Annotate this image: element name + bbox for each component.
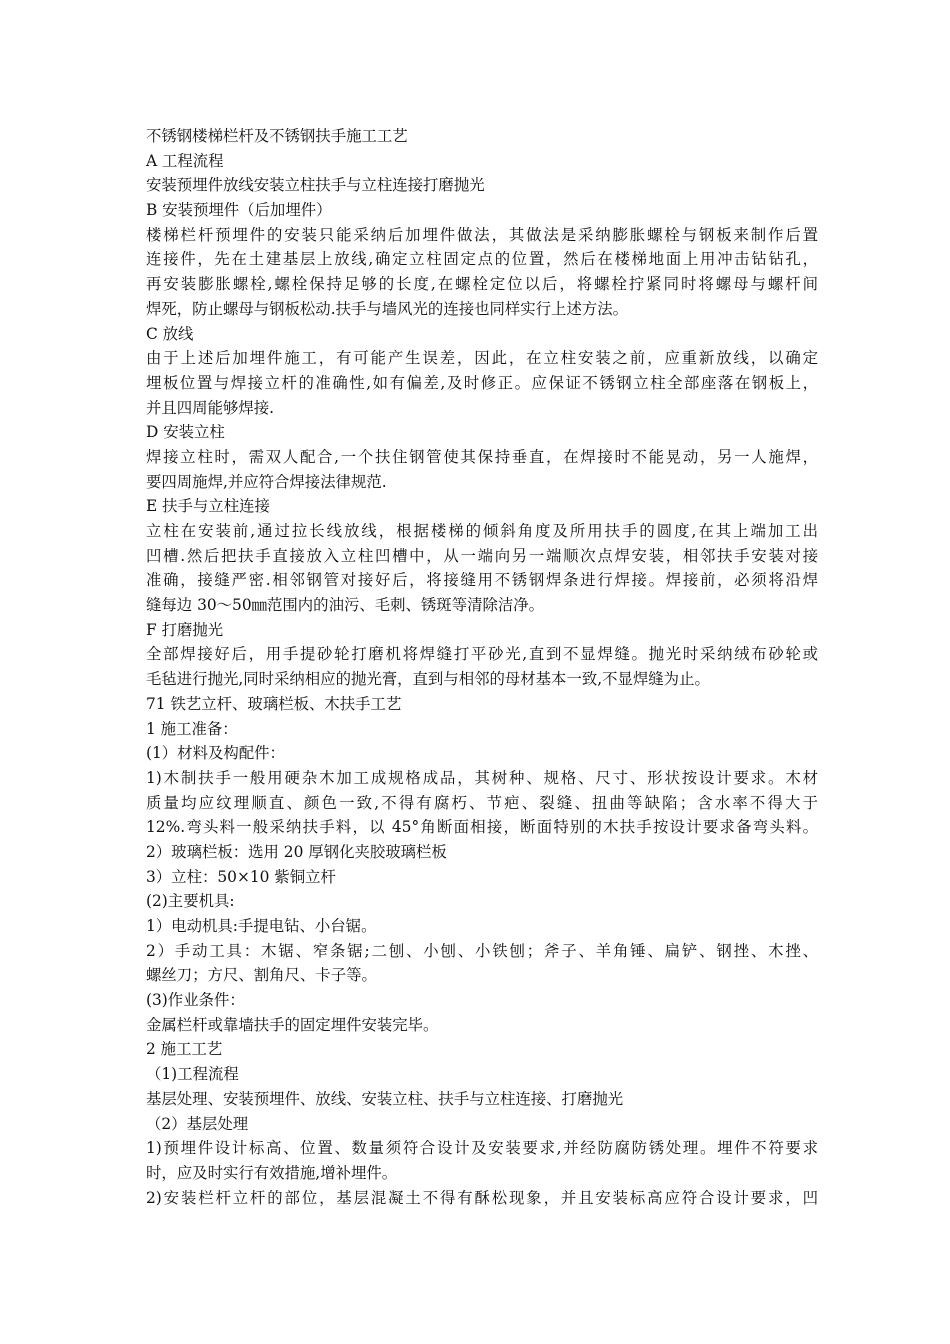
text-line: 质量均应纹理顺直、颜色一致,不得有腐朽、节疤、裂缝、扭曲等缺陷；含水率不得大于 bbox=[146, 793, 818, 812]
text-line: 时，应及时实行有效措施,增补埋件。 bbox=[146, 1163, 398, 1182]
text-line: 12%.弯头料一般采纳扶手料，以 45°角断面相接，断面特别的木扶手按设计要求备弯头料。 bbox=[146, 818, 818, 837]
text-line: 要四周施焊,并应符合焊接法律规范. bbox=[146, 472, 387, 491]
text-line: 安装预埋件放线安装立柱扶手与立柱连接打磨抛光 bbox=[146, 176, 485, 195]
text-line: 3）立柱：50×10 紫铜立杆 bbox=[146, 867, 336, 886]
text-line: F 打磨抛光 bbox=[146, 620, 224, 639]
text-line: 缝每边 30～50㎜范围内的油污、毛刺、锈斑等清除洁净。 bbox=[146, 596, 545, 615]
text-line: 立柱在安装前,通过拉长线放线，根据楼梯的倾斜角度及所用扶手的圆度,在其上端加工出 bbox=[146, 522, 818, 540]
text-line: 1 施工准备： bbox=[146, 719, 238, 738]
text-line: （2）基层处理 bbox=[146, 1114, 249, 1133]
text-line: 由于上述后加埋件施工，有可能产生误差，因此，在立柱安装之前，应重新放线，以确定 bbox=[146, 349, 818, 368]
text-line: 准确，接缝严密.相邻钢管对接好后，将接缝用不锈钢焊条进行焊接。焊接前，必须将沿焊 bbox=[146, 571, 818, 590]
text-line: C 放线 bbox=[146, 324, 194, 343]
text-line: (1）材料及构配件： bbox=[146, 744, 285, 763]
text-line: 2）手动工具：木锯、窄条锯;二刨、小刨、小铁刨；斧子、羊角锤、扁铲、钢挫、木挫、 bbox=[146, 941, 818, 960]
text-line: 连接件，先在土建基层上放线,确定立柱固定点的位置，然后在楼梯地面上用冲击钻钻孔， bbox=[146, 250, 818, 269]
document-body bbox=[146, 124, 818, 1210]
text-line: 埋板位置与焊接立杆的准确性,如有偏差,及时修正。应保证不锈钢立柱全部座落在钢板上， bbox=[146, 373, 818, 392]
text-line: 71 铁艺立杆、玻璃栏板、木扶手工艺 bbox=[146, 694, 402, 713]
text-line: 全部焊接好后，用手提砂轮打磨机将焊缝打平砂光,直到不显焊缝。抛光时采纳绒布砂轮或 bbox=[146, 645, 818, 664]
text-line: 毛毡进行抛光,同时采纳相应的抛光膏，直到与相邻的母材基本一致,不显焊缝为止。 bbox=[146, 670, 710, 689]
text-line: (3)作业条件： bbox=[146, 991, 245, 1010]
text-line: 焊接立柱时，需双人配合,一个扶住钢管使其保持垂直，在焊接时不能晃动，另一人施焊， bbox=[146, 447, 818, 466]
text-line: 金属栏杆或靠墙扶手的固定埋件安装完毕。 bbox=[146, 1015, 439, 1034]
text-line: 基层处理、安装预埋件、放线、安装立柱、扶手与立柱连接、打磨抛光 bbox=[146, 1089, 624, 1108]
text-line: 楼梯栏杆预埋件的安装只能采纳后加埋件做法，其做法是采纳膨胀螺栓与钢板来制作后置 bbox=[146, 225, 818, 244]
text-line: 1)预埋件设计标高、位置、数量须符合设计及安装要求,并经防腐防锈处理。埋件不符要求 bbox=[146, 1139, 818, 1158]
text-line: 并且四周能够焊接. bbox=[146, 398, 275, 417]
text-line: 焊死，防止螺母与钢板松动.扶手与墙风光的连接也同样实行上述方法。 bbox=[146, 299, 629, 318]
text-line: （1)工程流程 bbox=[146, 1065, 239, 1084]
text-line: 凹槽.然后把扶手直接放入立柱凹槽中，从一端向另一端顺次点焊安装，相邻扶手安装对接 bbox=[146, 546, 818, 565]
text-line: 不锈钢楼梯栏杆及不锈钢扶手施工工艺 bbox=[146, 127, 408, 145]
text-line: 1)木制扶手一般用硬杂木加工成规格成品，其树种、规格、尺寸、形状按设计要求。木材 bbox=[146, 768, 818, 787]
text-line: E 扶手与立柱连接 bbox=[146, 497, 270, 516]
text-line: 螺丝刀；方尺、割角尺、卡子等。 bbox=[146, 966, 377, 985]
text-line: 2)安装栏杆立杆的部位，基层混凝土不得有酥松现象，并且安装标高应符合设计要求，凹 bbox=[146, 1188, 818, 1207]
text-line: D 安装立柱 bbox=[146, 423, 225, 442]
text-line: 2 施工工艺 bbox=[146, 1040, 223, 1059]
text-line: (2)主要机具: bbox=[146, 892, 235, 911]
text-line: 2）玻璃栏板：选用 20 厚钢化夹胶玻璃栏板 bbox=[146, 842, 447, 861]
text-line: 1）电动机具:手提电钻、小台锯。 bbox=[146, 917, 377, 935]
text-line: 再安装膨胀螺栓,螺栓保持足够的长度,在螺栓定位以后，将螺栓拧紧同时将螺母与螺杆间 bbox=[146, 275, 818, 294]
text-line: A 工程流程 bbox=[146, 151, 224, 170]
text-line: B 安装预埋件（后加埋件） bbox=[146, 201, 332, 220]
